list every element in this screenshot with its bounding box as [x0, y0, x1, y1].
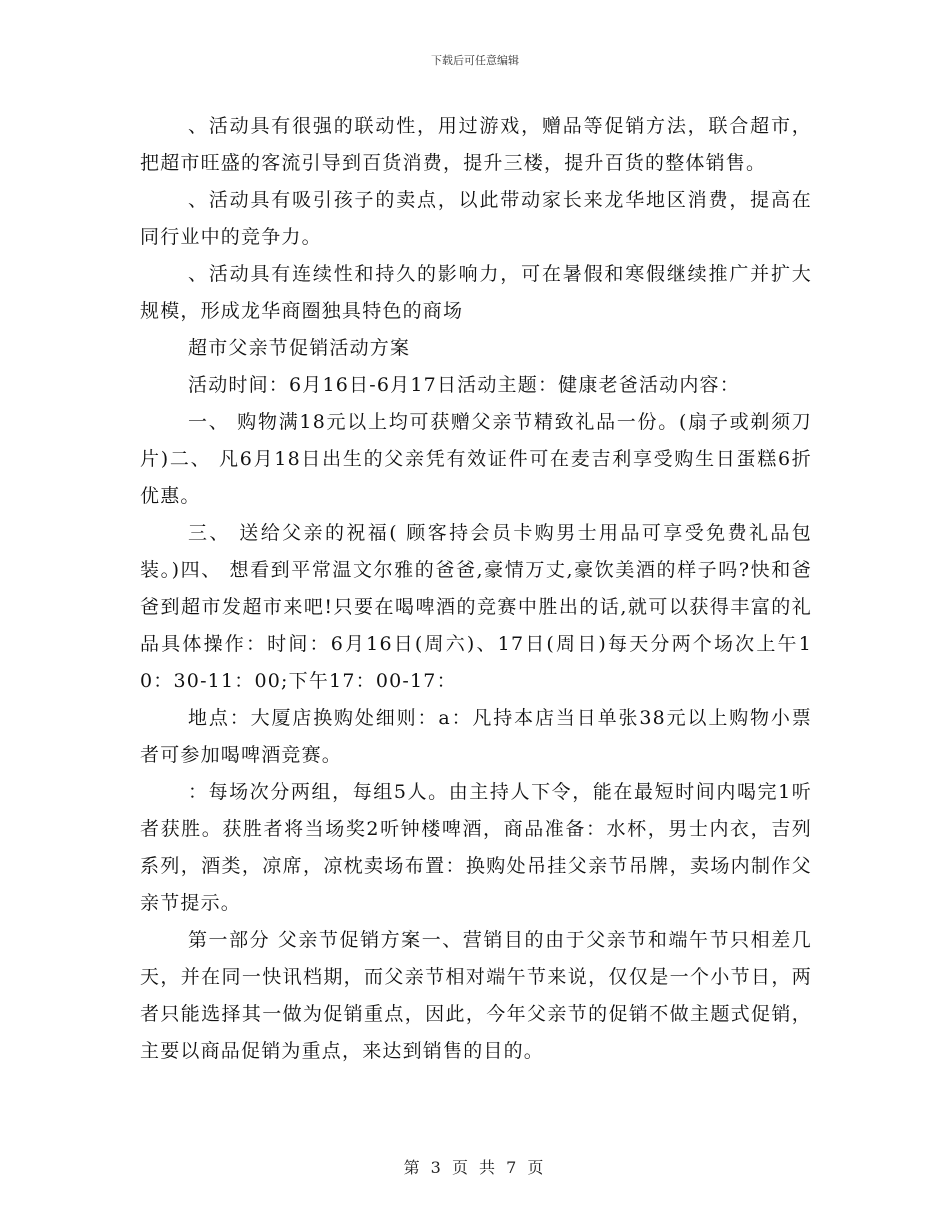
document-body: [140, 108, 812, 1070]
section-title-fathers-day-plan: 超市父亲节促销活动方案: [188, 337, 411, 359]
paragraph-items-three-four: 三、 送给父亲的祝福( 顾客持会员卡购男士用品可享受免费礼品包装。)四、 想看到平常温文尔雅的爸爸,豪情万丈,豪饮美酒的样子吗?快和爸爸到超市发超市来吧!只要在喝啤酒的竞赛中胜出的话,就可以获得丰富的礼品具体操作：时间：6月16日(周六)、17日(周日)每天分两个场次上午10：30-11：00;下午17：00-17：: [140, 522, 812, 692]
paragraph-activity-time: 活动时间：6月16日-6月17日活动主题：健康老爸活动内容：: [188, 374, 740, 396]
paragraph-location-rules: 地点：大厦店换购处细则：a：凡持本店当日单张38元以上购物小票者可参加喝啤酒竞赛。: [140, 707, 812, 766]
paragraph-items-one-two: 一、 购物满18元以上均可获赠父亲节精致礼品一份。(扇子或剃须刀片)二、 凡6月18日出生的父亲凭有效证件可在麦吉利享受购生日蛋糕6折优惠。: [140, 411, 812, 507]
paragraph-linkage: 、活动具有很强的联动性，用过游戏，赠品等促销方法，联合超市，把超市旺盛的客流引导到百货消费，提升三楼，提升百货的整体销售。: [140, 115, 812, 174]
paragraph-part-one: 第一部分 父亲节促销方案一、营销目的由于父亲节和端午节只相差几天，并在同一快讯档期，而父亲节相对端午节来说，仅仅是一个小节日，两者只能选择其一做为促销重点，因此，今年父亲节的促销不做主题式促销，主要以商品促销为重点，来达到销售的目的。: [140, 929, 812, 1062]
paragraph-competition-details: ：每场次分两组，每组5人。由主持人下令，能在最短时间内喝完1听者获胜。获胜者将当场奖2听钟楼啤酒，商品准备：水杯，男士内衣，吉列系列，酒类，凉席，凉枕卖场布置：换购处吊挂父亲节吊牌，卖场内制作父亲节提示。: [140, 781, 812, 914]
page-number-footer: 第 3 页 共 7 页: [403, 1158, 547, 1177]
paragraph-continuity: 、活动具有连续性和持久的影响力，可在暑假和寒假继续推广并扩大规模，形成龙华商圈独具特色的商场: [140, 263, 812, 322]
page-header-note: 下载后可任意编辑: [431, 54, 519, 67]
paragraph-children-appeal: 、活动具有吸引孩子的卖点，以此带动家长来龙华地区消费，提高在同行业中的竞争力。: [140, 189, 812, 248]
